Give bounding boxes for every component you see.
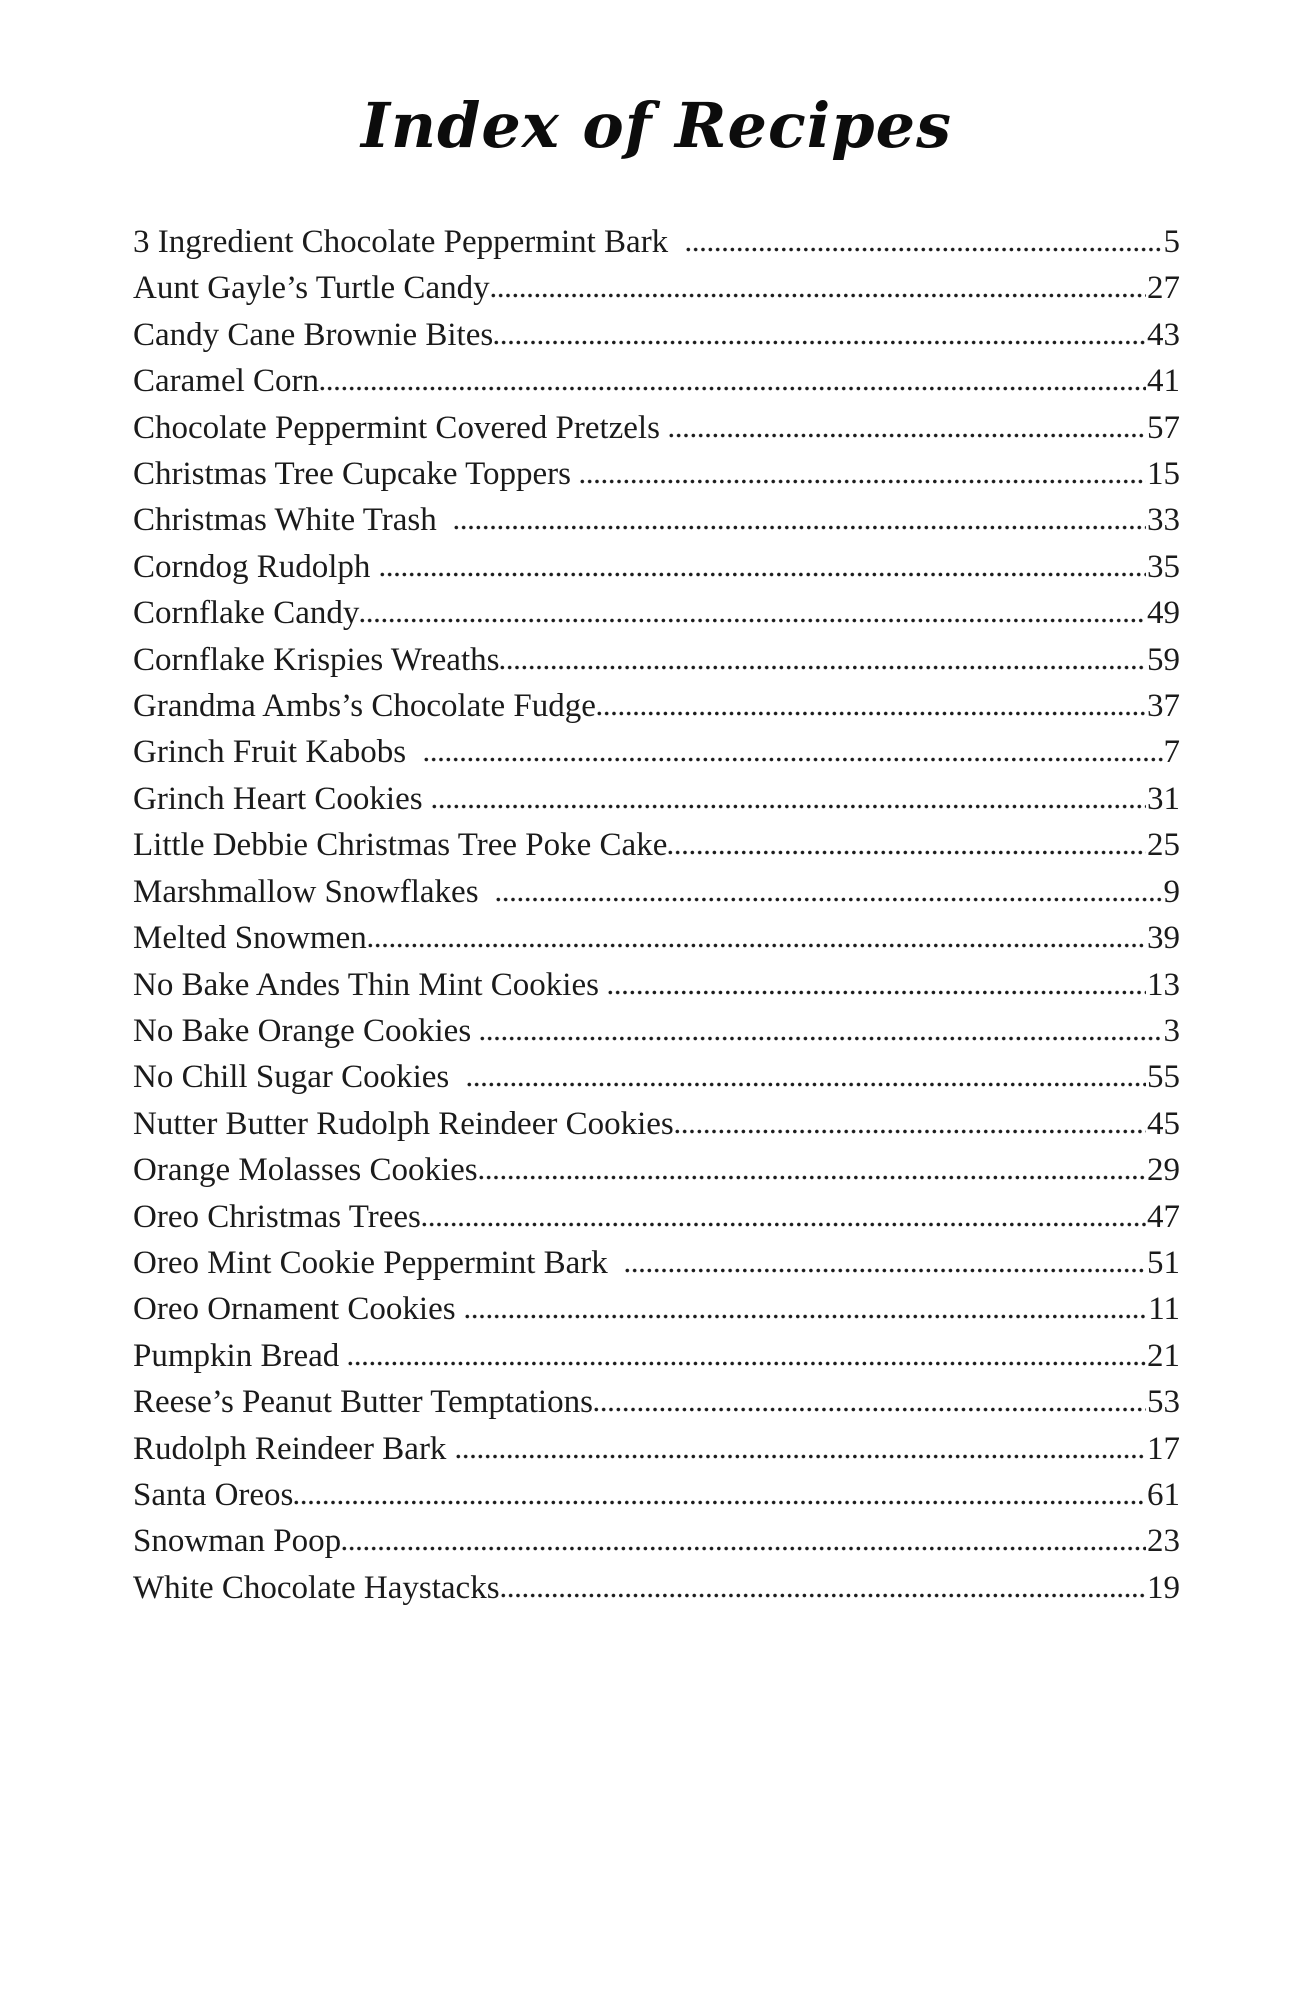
dot-leader bbox=[320, 386, 1146, 391]
dot-leader bbox=[501, 1593, 1146, 1598]
page-number: 49 bbox=[1147, 595, 1180, 632]
toc-entry bbox=[133, 869, 1180, 915]
page-number: 59 bbox=[1147, 641, 1180, 678]
toc-entry bbox=[133, 1379, 1180, 1425]
page-number: 19 bbox=[1147, 1569, 1180, 1606]
dot-leader bbox=[668, 850, 1146, 855]
toc-entry bbox=[133, 358, 1180, 404]
page-number: 25 bbox=[1147, 827, 1180, 864]
recipe-title: Grinch Fruit Kabobs bbox=[133, 734, 423, 771]
page-number: 9 bbox=[1163, 873, 1180, 910]
page-number: 37 bbox=[1147, 688, 1180, 725]
dot-leader bbox=[594, 1407, 1146, 1412]
dot-leader bbox=[465, 1314, 1147, 1319]
toc-entry bbox=[133, 962, 1180, 1008]
dot-leader bbox=[294, 1500, 1146, 1505]
page-number: 3 bbox=[1163, 1012, 1180, 1049]
dot-leader bbox=[432, 804, 1146, 809]
recipe-title: Oreo Mint Cookie Peppermint Bark bbox=[133, 1244, 625, 1281]
recipe-title: Melted Snowmen bbox=[133, 920, 367, 957]
page-number: 15 bbox=[1147, 456, 1180, 493]
recipe-title: Orange Molasses Cookies bbox=[133, 1152, 478, 1189]
page-number: 55 bbox=[1147, 1059, 1180, 1096]
toc-entry bbox=[133, 683, 1180, 729]
page-number: 13 bbox=[1147, 966, 1180, 1003]
dot-leader bbox=[494, 340, 1146, 345]
toc-entry bbox=[133, 1286, 1180, 1332]
recipe-title: Candy Cane Brownie Bites bbox=[133, 316, 494, 353]
recipe-title: Marshmallow Snowflakes bbox=[133, 873, 496, 910]
page-number: 5 bbox=[1163, 224, 1180, 260]
page-number: 61 bbox=[1147, 1476, 1180, 1513]
toc-entry bbox=[133, 1565, 1180, 1611]
page-number: 45 bbox=[1147, 1105, 1180, 1142]
page-number: 35 bbox=[1147, 548, 1180, 585]
dot-leader bbox=[480, 1036, 1162, 1041]
dot-leader bbox=[456, 1454, 1146, 1459]
dot-leader bbox=[608, 990, 1146, 995]
dot-leader bbox=[360, 618, 1146, 623]
dot-leader bbox=[368, 943, 1146, 948]
toc-entry bbox=[133, 544, 1180, 590]
toc-entry bbox=[133, 729, 1180, 775]
recipe-title: Little Debbie Christmas Tree Poke Cake bbox=[133, 827, 668, 864]
toc-entry bbox=[133, 265, 1180, 311]
toc-entry bbox=[133, 776, 1180, 822]
recipe-title: Corndog Rudolph bbox=[133, 548, 379, 585]
toc-entry bbox=[133, 822, 1180, 868]
recipe-title: Aunt Gayle’s Turtle Candy bbox=[133, 270, 490, 307]
recipe-title: Cornflake Krispies Wreaths bbox=[133, 641, 500, 678]
recipe-title: Nutter Butter Rudolph Reindeer Cookies bbox=[133, 1105, 674, 1142]
dot-leader bbox=[669, 433, 1146, 438]
dot-leader bbox=[479, 1175, 1146, 1180]
toc-entry bbox=[133, 312, 1180, 358]
recipe-title: No Chill Sugar Cookies bbox=[133, 1059, 466, 1096]
recipe-title: Oreo Ornament Cookies bbox=[133, 1291, 464, 1328]
toc-entry bbox=[133, 1518, 1180, 1564]
page-number: 51 bbox=[1147, 1244, 1180, 1281]
page-number: 41 bbox=[1147, 363, 1180, 400]
recipe-title: Rudolph Reindeer Bark bbox=[133, 1430, 455, 1467]
page-number: 57 bbox=[1147, 409, 1180, 446]
recipe-title: 3 Ingredient Chocolate Peppermint Bark bbox=[133, 224, 685, 260]
dot-leader bbox=[348, 1361, 1146, 1366]
recipe-title: Oreo Christmas Trees bbox=[133, 1198, 421, 1235]
dot-leader bbox=[675, 1129, 1146, 1134]
recipe-title: Cornflake Candy bbox=[133, 595, 360, 632]
page-number: 11 bbox=[1148, 1291, 1180, 1328]
dot-leader bbox=[424, 757, 1163, 762]
toc-entry bbox=[133, 1240, 1180, 1286]
dot-leader bbox=[422, 1222, 1146, 1227]
page-number: 17 bbox=[1147, 1430, 1180, 1467]
page-number: 29 bbox=[1147, 1152, 1180, 1189]
dot-leader bbox=[342, 1546, 1146, 1551]
toc-entry bbox=[133, 1333, 1180, 1379]
toc-entry bbox=[133, 405, 1180, 451]
dot-leader bbox=[491, 293, 1146, 298]
page-number: 31 bbox=[1147, 780, 1180, 817]
recipe-title: Grinch Heart Cookies bbox=[133, 780, 431, 817]
toc-entry bbox=[133, 1008, 1180, 1054]
page-number: 33 bbox=[1147, 502, 1180, 539]
page-number: 23 bbox=[1147, 1523, 1180, 1560]
recipe-title: Chocolate Peppermint Covered Pretzels bbox=[133, 409, 669, 446]
toc-entry bbox=[133, 1472, 1180, 1518]
recipe-title: Santa Oreos bbox=[133, 1476, 294, 1513]
toc-entry bbox=[133, 915, 1180, 961]
dot-leader bbox=[625, 1268, 1146, 1273]
recipe-title: No Bake Orange Cookies bbox=[133, 1012, 480, 1049]
recipe-title: Reese’s Peanut Butter Temptations bbox=[133, 1384, 593, 1421]
dot-leader bbox=[496, 897, 1162, 902]
toc-entry bbox=[133, 1054, 1180, 1100]
recipe-title: Grandma Ambs’s Chocolate Fudge bbox=[133, 688, 596, 725]
recipe-title: White Chocolate Haystacks bbox=[133, 1569, 500, 1606]
dot-leader bbox=[686, 247, 1163, 252]
dot-leader bbox=[597, 711, 1146, 716]
toc-list bbox=[133, 219, 1180, 1611]
dot-leader bbox=[454, 525, 1146, 530]
page-number: 43 bbox=[1147, 316, 1180, 353]
toc-entry bbox=[133, 219, 1180, 265]
toc-entry bbox=[133, 1426, 1180, 1472]
toc-entry bbox=[133, 1101, 1180, 1147]
page-number: 53 bbox=[1147, 1384, 1180, 1421]
toc-entry bbox=[133, 451, 1180, 497]
recipe-title: Christmas Tree Cupcake Toppers bbox=[133, 456, 580, 493]
page-title: Index of Recipes bbox=[360, 89, 952, 162]
dot-leader bbox=[500, 665, 1146, 670]
page-number: 47 bbox=[1147, 1198, 1180, 1235]
dot-leader bbox=[467, 1082, 1146, 1087]
dot-leader bbox=[580, 479, 1146, 484]
recipe-title: No Bake Andes Thin Mint Cookies bbox=[133, 966, 608, 1003]
recipe-title: Christmas White Trash bbox=[133, 502, 454, 539]
page-number: 21 bbox=[1147, 1337, 1180, 1374]
recipe-title: Pumpkin Bread bbox=[133, 1337, 348, 1374]
recipe-title: Snowman Poop bbox=[133, 1523, 342, 1560]
toc-entry bbox=[133, 497, 1180, 543]
toc-entry bbox=[133, 1194, 1180, 1240]
page-number: 27 bbox=[1147, 270, 1180, 307]
page-number: 39 bbox=[1147, 920, 1180, 957]
toc-entry bbox=[133, 590, 1180, 636]
recipe-title: Caramel Corn bbox=[133, 363, 320, 400]
toc-entry bbox=[133, 1147, 1180, 1193]
page-number: 7 bbox=[1163, 734, 1180, 771]
dot-leader bbox=[380, 572, 1146, 577]
toc-entry bbox=[133, 637, 1180, 683]
